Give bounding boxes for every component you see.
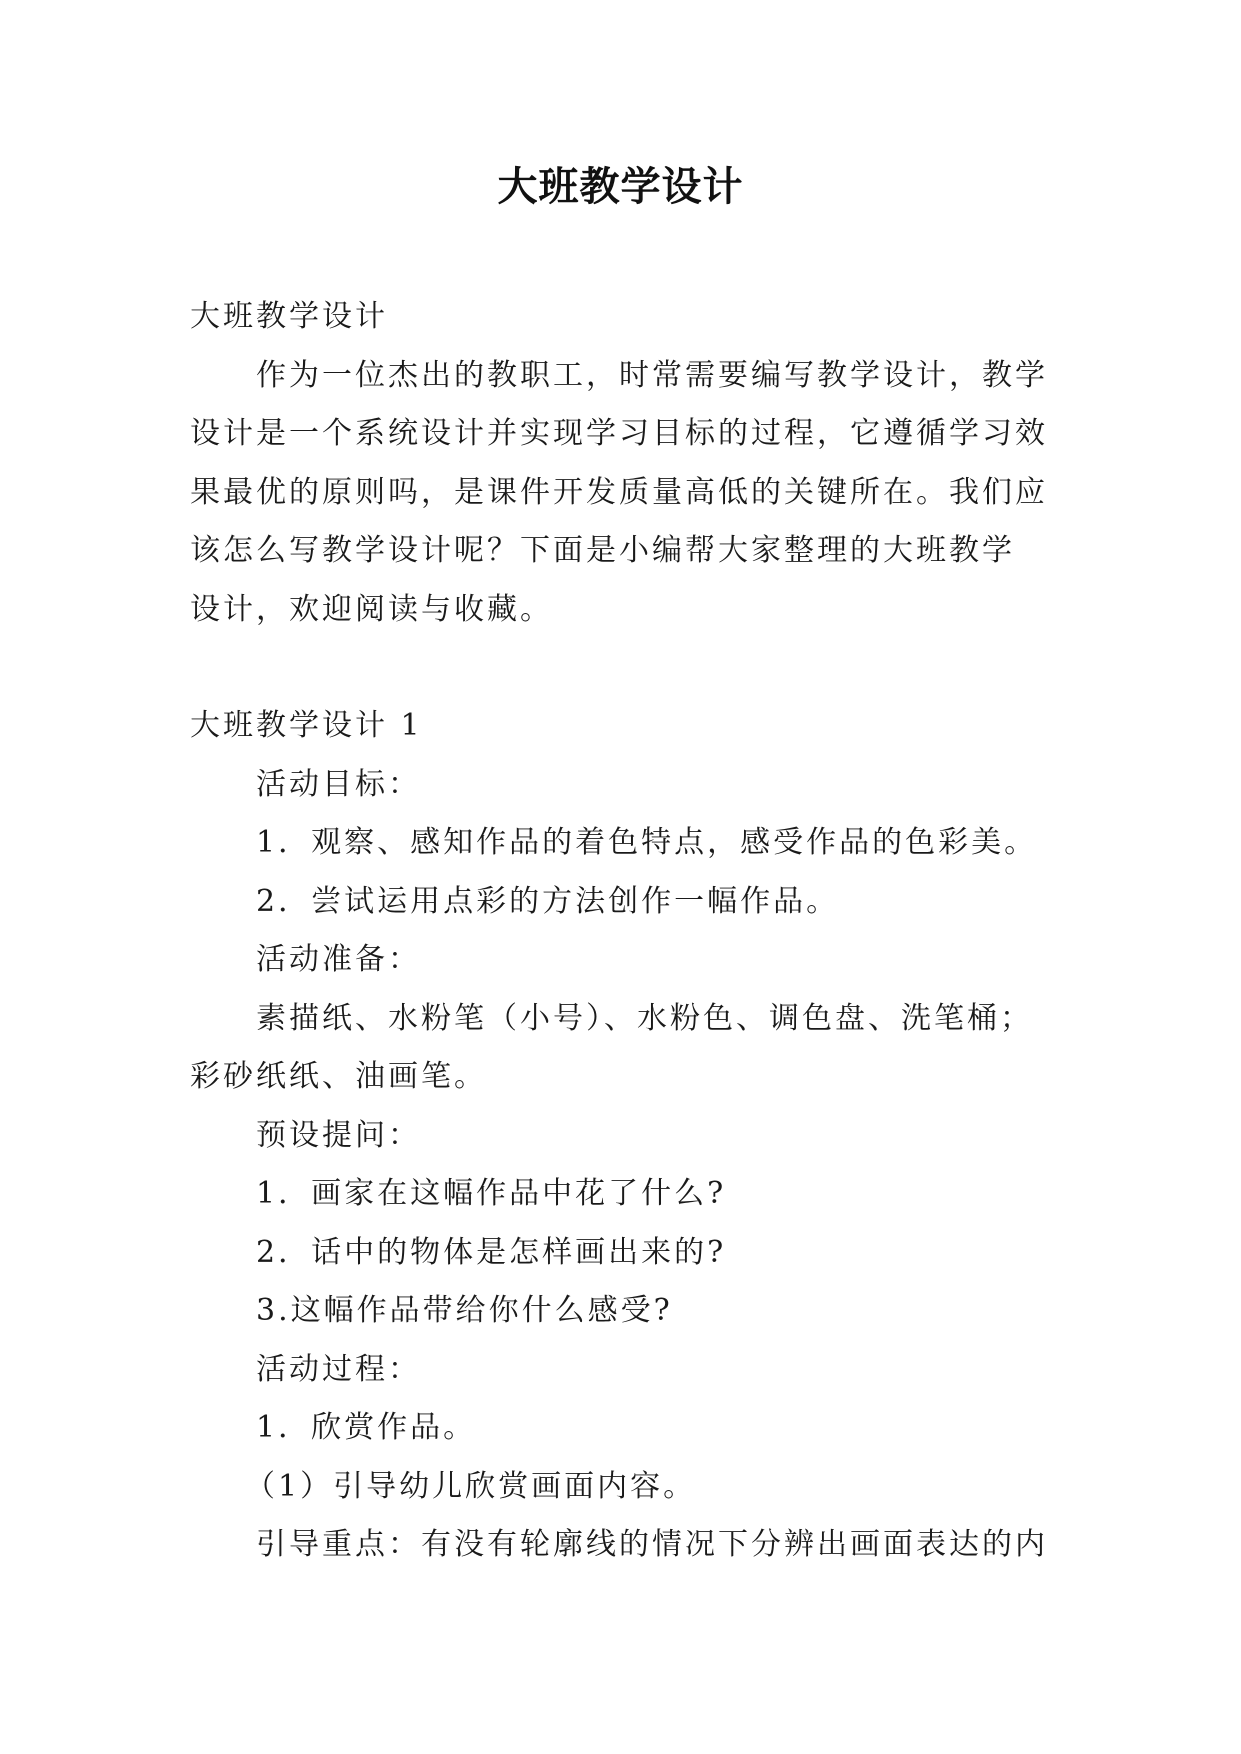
text-line: 果最优的原则吗，是课件开发质量高低的关键所在。我们应 [190, 474, 1048, 510]
text-line: 活动目标： [256, 766, 421, 802]
text-line: 活动准备： [256, 942, 421, 977]
text-line: 彩砂纸纸、油画笔。 [190, 1059, 487, 1094]
text-line: 引导重点：有没有轮廓线的情况下分辨出画面表达的内 [256, 1527, 1048, 1562]
text-line: 预设提问： [256, 1117, 421, 1153]
text-line: 作为一位杰出的教职工，时常需要编写教学设计，教学 [256, 357, 1048, 393]
paragraph-gap [190, 639, 1052, 697]
document-body [190, 288, 1052, 1575]
text-line: 1．画家在这幅作品中花了什么? [256, 1176, 727, 1211]
text-line: 1．欣赏作品。 [256, 1410, 477, 1445]
text-line: 大班教学设计 [190, 299, 388, 334]
document-title: 大班教学设计 [497, 164, 744, 210]
text-line: （1）引导幼儿欣赏画面内容。 [245, 1468, 697, 1504]
text-line: 设计是一个系统设计并实现学习目标的过程，它遵循学习效 [190, 416, 1048, 451]
text-line: 2．话中的物体是怎样画出来的? [256, 1234, 727, 1270]
text-line: 设计，欢迎阅读与收藏。 [190, 591, 553, 627]
text-line: 活动过程： [256, 1351, 421, 1387]
text-line: 1．观察、感知作品的着色特点，感受作品的色彩美。 [256, 825, 1038, 860]
text-line: 3.这幅作品带给你什么感受? [256, 1293, 673, 1328]
text-line: 该怎么写教学设计呢？下面是小编帮大家整理的大班教学 [190, 533, 1015, 568]
text-line: 2．尝试运用点彩的方法创作一幅作品。 [256, 883, 840, 919]
text-line: 大班教学设计 1 [190, 708, 423, 743]
text-line: 素描纸、水粉笔（小号）、水粉色、调色盘、洗笔桶； [256, 1000, 1033, 1036]
